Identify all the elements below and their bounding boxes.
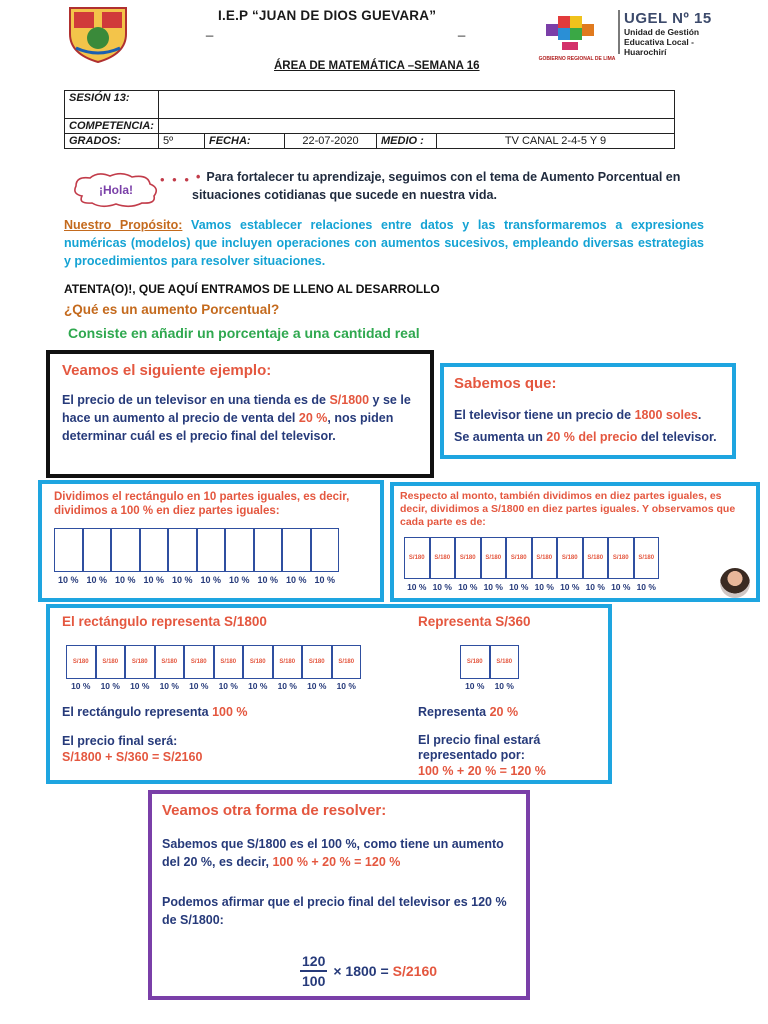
gobierno-regional-logo bbox=[538, 12, 616, 64]
s180-segment: S/180 bbox=[66, 645, 96, 679]
percent-segment bbox=[111, 528, 140, 572]
amount-percent-label: 10 % bbox=[534, 582, 554, 592]
percent-segment bbox=[197, 528, 226, 572]
amount-percent-label: 10 % bbox=[483, 582, 503, 592]
amount-percent-label: 10 % bbox=[432, 582, 452, 592]
purpose-paragraph bbox=[64, 216, 704, 270]
amount-percent-label: 10 % bbox=[585, 582, 605, 592]
competencia-label: COMPETENCIA: bbox=[65, 119, 159, 134]
ugel-title: UGEL Nº 15 bbox=[624, 10, 712, 27]
amount-segment: S/180 bbox=[430, 537, 456, 579]
final-price-value: S/1800 + S/360 = S/2160 bbox=[62, 750, 203, 764]
sesion-value bbox=[159, 91, 675, 119]
s360-percent-labels bbox=[418, 681, 608, 691]
school-title: I.E.P “JUAN DE DIOS GUEVARA” bbox=[218, 8, 437, 23]
fraction-equation bbox=[300, 952, 437, 990]
amount-segment: S/180 bbox=[532, 537, 558, 579]
represents-20: Representa 20 % bbox=[418, 705, 519, 719]
header-dash-right: _ bbox=[458, 22, 466, 37]
example-panel bbox=[46, 350, 434, 478]
presenter-avatar bbox=[720, 568, 750, 598]
fecha-label: FECHA: bbox=[205, 134, 285, 149]
percent-rectangle bbox=[54, 528, 368, 572]
percent-label: 10 % bbox=[143, 575, 164, 585]
amount-percent-label: 10 % bbox=[560, 582, 580, 592]
fraction-numerator: 120 bbox=[300, 952, 327, 972]
percent-label: 10 % bbox=[285, 575, 307, 585]
amount-segment: S/180 bbox=[506, 537, 532, 579]
sabemos-line-1: El televisor tiene un precio de 1800 soles. bbox=[454, 408, 702, 422]
session-info-table bbox=[64, 90, 675, 149]
sabemos-line-2: Se aumenta un 20 % del precio del televisor. bbox=[454, 430, 717, 444]
percent-segment bbox=[54, 528, 83, 572]
equation-times: × 1800 = bbox=[333, 963, 389, 979]
percent-label: 10 % bbox=[200, 575, 221, 585]
grados-value: 5º bbox=[159, 134, 205, 149]
ugel-logo bbox=[618, 10, 714, 57]
division-percent-panel bbox=[38, 480, 384, 602]
amount-segment: S/180 bbox=[634, 537, 660, 579]
s180-percent-label: 10 % bbox=[100, 681, 120, 691]
hola-cloud-bubble bbox=[70, 172, 162, 208]
represents-360-title: Representa S/360 bbox=[418, 614, 531, 629]
example-title: Veamos el siguiente ejemplo: bbox=[62, 362, 272, 379]
rect-represents-title: El rectángulo representa S/1800 bbox=[62, 614, 267, 629]
s360-segment: S/180 bbox=[460, 645, 490, 679]
percent-segment bbox=[311, 528, 340, 572]
purpose-label: Nuestro Propósito: bbox=[64, 218, 183, 232]
s180-percent-label: 10 % bbox=[248, 681, 268, 691]
final-price-label: El precio final será: bbox=[62, 734, 178, 748]
s360-segment: S/180 bbox=[490, 645, 520, 679]
percent-label: 10 % bbox=[171, 575, 193, 585]
s180-segment: S/180 bbox=[125, 645, 155, 679]
example-text: El precio de un televisor en una tienda es de S/1800 y se le hace un aumento al precio de venta del 20 %, nos piden determinar cuál es el precio final del televisor. bbox=[62, 393, 411, 443]
percent-label: 10 % bbox=[57, 575, 79, 585]
final-represented-value: 100 % + 20 % = 120 % bbox=[418, 764, 546, 778]
amount-segment: S/180 bbox=[608, 537, 634, 579]
question-heading: ¿Qué es un aumento Porcentual? bbox=[64, 302, 280, 317]
s180-percent-label: 10 % bbox=[189, 681, 209, 691]
amount-segment: S/180 bbox=[557, 537, 583, 579]
gob-logo-label: GOBIERNO REGIONAL DE LIMA bbox=[538, 56, 616, 62]
percent-label: 10 % bbox=[114, 575, 136, 585]
s180-percent-label: 10 % bbox=[159, 681, 179, 691]
s360-percent-label: 10 % bbox=[465, 681, 485, 691]
s180-percent-label: 10 % bbox=[307, 681, 327, 691]
bubble-dots: • • • bbox=[160, 172, 191, 187]
s180-segment: S/180 bbox=[243, 645, 273, 679]
amount-percent-label: 10 % bbox=[458, 582, 478, 592]
s180-percent-labels bbox=[62, 681, 392, 691]
amount-segment: S/180 bbox=[455, 537, 481, 579]
intro-text: Para fortalecer tu aprendizaje, seguimos con el tema de Aumento Porcentual en situaciones cotidianas que sucede en nuestra vida. bbox=[192, 170, 681, 202]
s360-percent-label: 10 % bbox=[494, 681, 514, 691]
alternative-paragraph-2: Podemos afirmar que el precio final del televisor es 120 % de S/1800: bbox=[162, 895, 507, 927]
percent-labels bbox=[54, 575, 368, 585]
amount-segment: S/180 bbox=[404, 537, 430, 579]
division-percent-text: Dividimos el rectángulo en 10 partes iguales, es decir, dividimos a 100 % en diez partes iguales: bbox=[54, 491, 350, 517]
amount-percent-label: 10 % bbox=[611, 582, 631, 592]
amount-percent-label: 10 % bbox=[407, 582, 427, 592]
division-amount-text: Respecto al monto, también dividimos en diez partes iguales, es decir, dividimos a S/1800 en diez partes iguales. Y observamos que cada parte es de: bbox=[400, 490, 736, 528]
grados-label: GRADOS: bbox=[65, 134, 159, 149]
s180-percent-label: 10 % bbox=[130, 681, 150, 691]
s180-percent-label: 10 % bbox=[71, 681, 91, 691]
school-crest-logo bbox=[62, 4, 134, 64]
s180-segment: S/180 bbox=[184, 645, 214, 679]
sesion-label: SESIÓN 13: bbox=[65, 91, 159, 119]
percent-label: 10 % bbox=[314, 575, 335, 585]
percent-label: 10 % bbox=[228, 575, 250, 585]
sabemos-panel bbox=[440, 363, 736, 459]
header-dash-left: _ bbox=[206, 22, 214, 37]
percent-segment bbox=[254, 528, 283, 572]
percent-segment bbox=[168, 528, 197, 572]
amount-percent-label: 10 % bbox=[636, 582, 656, 592]
s180-percent-label: 10 % bbox=[336, 681, 356, 691]
percent-segment bbox=[83, 528, 112, 572]
s180-percent-label: 10 % bbox=[218, 681, 238, 691]
s180-segment: S/180 bbox=[96, 645, 126, 679]
percent-segment bbox=[225, 528, 254, 572]
s180-segment: S/180 bbox=[155, 645, 185, 679]
sabemos-title: Sabemos que: bbox=[454, 375, 557, 392]
area-title: ÁREA DE MATEMÁTICA –SEMANA 16 bbox=[274, 60, 480, 72]
intro-bullet: • bbox=[196, 170, 201, 184]
percent-segment bbox=[140, 528, 169, 572]
alternative-method-panel bbox=[148, 790, 530, 1000]
intro-paragraph bbox=[192, 168, 708, 204]
percent-label: 10 % bbox=[86, 575, 107, 585]
s180-segment: S/180 bbox=[214, 645, 244, 679]
s360-rectangle bbox=[418, 645, 608, 679]
atenta-line: ATENTA(O)!, QUE AQUÍ ENTRAMOS DE LLENO AL DESARROLLO bbox=[64, 282, 440, 296]
hola-text: ¡Hola! bbox=[99, 183, 133, 197]
division-amount-panel bbox=[390, 482, 760, 602]
ugel-line-1: Unidad de Gestión bbox=[624, 27, 700, 37]
ugel-line-2: Educativa Local - Huarochirí bbox=[624, 37, 694, 57]
s180-percent-label: 10 % bbox=[277, 681, 297, 691]
s180-rectangle bbox=[62, 645, 392, 679]
amount-segment: S/180 bbox=[583, 537, 609, 579]
amount-percent-labels bbox=[400, 582, 750, 592]
alternative-paragraph-1: Sabemos que S/1800 es el 100 %, como tiene un aumento del 20 %, es decir, 100 % + 20 % = 120 % bbox=[162, 837, 504, 869]
definition-line: Consiste en añadir un porcentaje a una cantidad real bbox=[68, 325, 420, 341]
s180-segment: S/180 bbox=[332, 645, 362, 679]
medio-value: TV CANAL 2-4-5 Y 9 bbox=[437, 134, 675, 149]
fecha-value: 22-07-2020 bbox=[285, 134, 377, 149]
representation-panel bbox=[46, 604, 612, 784]
equation-result: S/2160 bbox=[392, 963, 438, 979]
rect-represents-100: El rectángulo representa 100 % bbox=[62, 705, 248, 719]
percent-segment bbox=[282, 528, 311, 572]
percent-label: 10 % bbox=[257, 575, 278, 585]
alternative-title: Veamos otra forma de resolver: bbox=[162, 802, 387, 819]
competencia-value bbox=[159, 119, 675, 134]
purpose-text: Vamos establecer relaciones entre datos y las transformaremos a expresiones numéricas (modelos) que incluyen operaciones con aumentos sucesivos, empleando diversas estrategias y procedimientos para resolver situaciones. bbox=[64, 218, 704, 268]
s180-segment: S/180 bbox=[302, 645, 332, 679]
s180-segment: S/180 bbox=[273, 645, 303, 679]
fraction-denominator: 100 bbox=[302, 973, 326, 989]
amount-segment: S/180 bbox=[481, 537, 507, 579]
amount-percent-label: 10 % bbox=[509, 582, 529, 592]
amount-rectangle bbox=[400, 537, 750, 579]
medio-label: MEDIO : bbox=[377, 134, 437, 149]
final-represented-label: El precio final estará representado por: bbox=[418, 733, 541, 762]
